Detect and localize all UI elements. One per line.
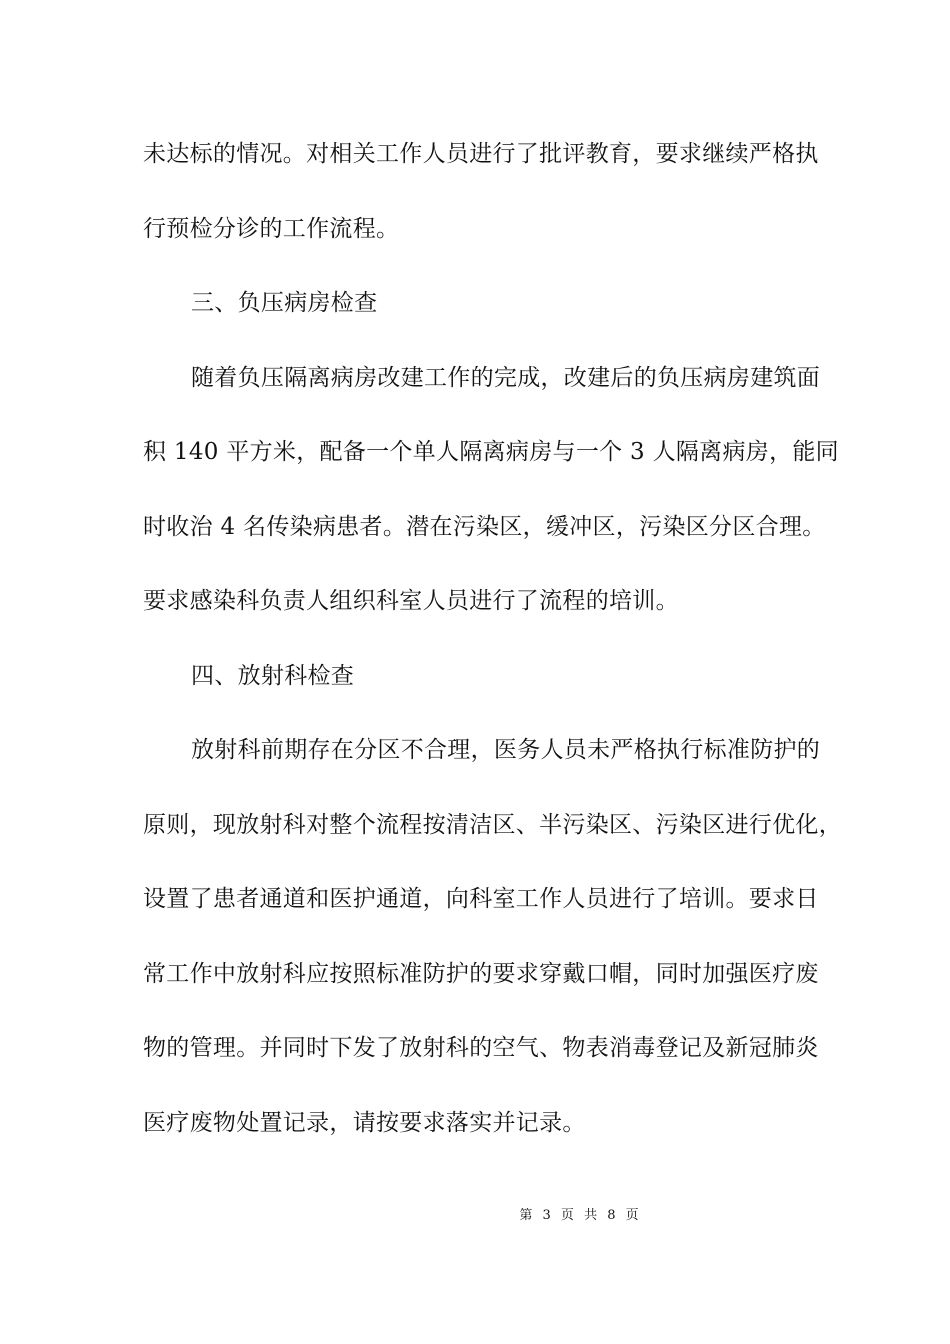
document-body — [143, 128, 842, 1171]
footer-label-ye: 页 — [560, 1208, 576, 1223]
paragraph-line: 未达标的情况。对相关工作人员进行了批评教育，要求继续严格执 — [143, 141, 819, 167]
footer-label-gong: 共 — [584, 1208, 600, 1223]
paragraph-line: 原则，现放射科对整个流程按清洁区、半污染区、污染区进行优化， — [143, 811, 842, 838]
paragraph-line: 放射科前期存在分区不合理，医务人员未严格执行标准防护的 — [191, 737, 821, 763]
total-page-count: 8 — [607, 1208, 618, 1223]
paragraph-line: 要求感染科负责人组织科室人员进行了流程的培训。 — [143, 588, 679, 614]
section-heading: 三、负压病房检查 — [191, 290, 378, 316]
current-page-number: 3 — [542, 1208, 553, 1223]
paragraph-line: 医疗废物处置记录，请按要求落实并记录。 — [143, 1109, 586, 1136]
page-footer — [0, 1204, 950, 1223]
footer-label-di: 第 — [519, 1208, 535, 1223]
section-heading: 四、放射科检查 — [191, 662, 355, 689]
paragraph-line: 常工作中放射科应按照标准防护的要求穿戴口帽，同时加强医疗废 — [143, 960, 819, 987]
paragraph-line: 物的管理。并同时下发了放射科的空气、物表消毒登记及新冠肺炎 — [143, 1035, 819, 1061]
paragraph-line: 随着负压隔离病房改建工作的完成，改建后的负压病房建筑面 — [191, 364, 821, 391]
paragraph-line: 时收治 4 名传染病患者。潜在污染区，缓冲区，污染区分区合理。 — [143, 513, 826, 540]
paragraph-line: 行预检分诊的工作流程。 — [143, 215, 400, 242]
paragraph-line: 积 140 平方米，配备一个单人隔离病房与一个 3 人隔离病房，能同 — [143, 439, 839, 465]
footer-label-ye2: 页 — [625, 1208, 641, 1223]
paragraph-line: 设置了患者通道和医护通道，向科室工作人员进行了培训。要求日 — [143, 886, 819, 912]
